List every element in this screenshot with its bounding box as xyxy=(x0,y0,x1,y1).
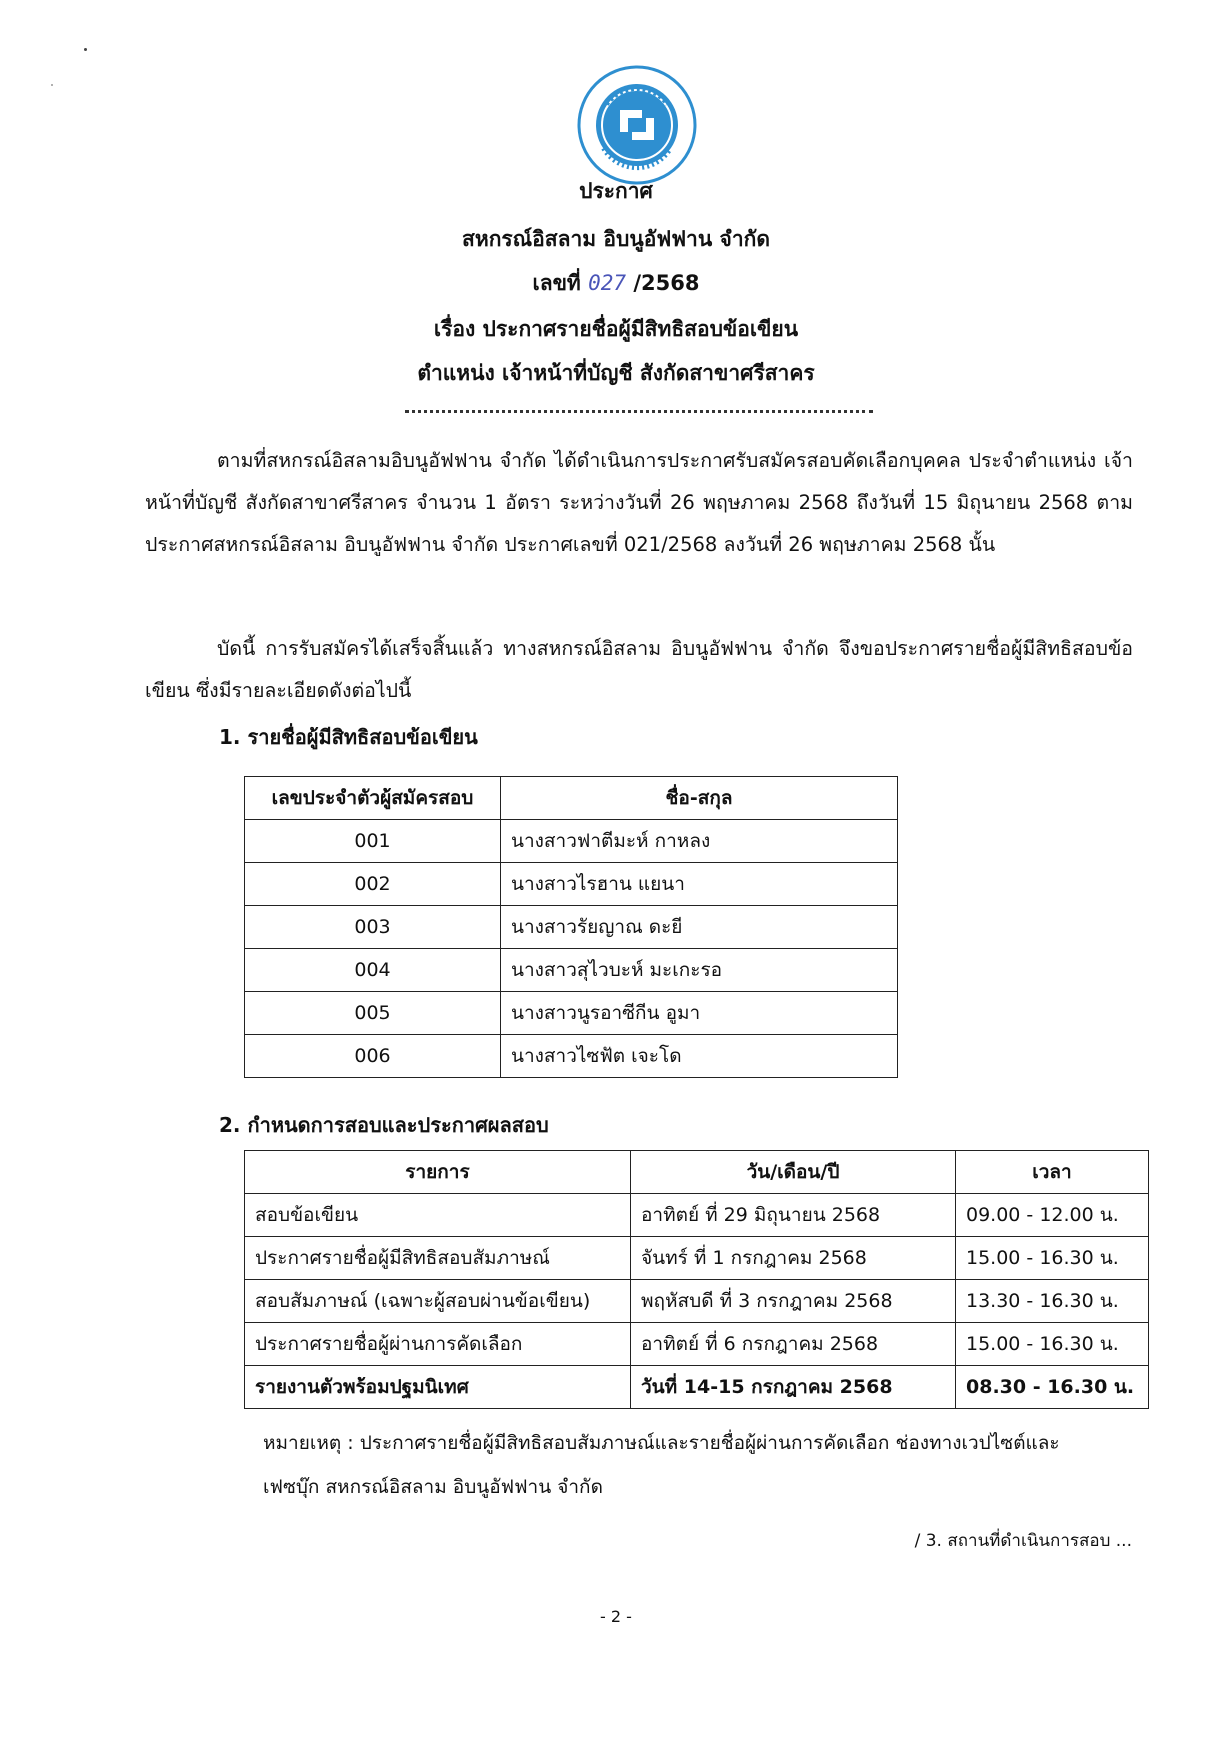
schedule-item: สอบข้อเขียน xyxy=(245,1194,631,1237)
table-row xyxy=(245,906,898,949)
scan-speck xyxy=(84,48,87,51)
number-handwritten: 027 xyxy=(588,271,627,295)
section2-title: 2. กำหนดการสอบและประกาศผลสอบ xyxy=(219,1113,549,1137)
column-header: เวลา xyxy=(956,1151,1149,1194)
table-row xyxy=(245,820,898,863)
schedule-item: สอบสัมภาษณ์ (เฉพาะผู้สอบผ่านข้อเขียน) xyxy=(245,1280,631,1323)
schedule-time: 15.00 - 16.30 น. xyxy=(956,1323,1149,1366)
schedule-date: อาทิตย์ ที่ 29 มิถุนายน 2568 xyxy=(631,1194,956,1237)
schedule-date: วันที่ 14-15 กรกฎาคม 2568 xyxy=(631,1366,956,1409)
table-row xyxy=(245,1237,1149,1280)
notice-paragraph xyxy=(145,628,1133,712)
announcement-heading: ประกาศ xyxy=(579,179,653,203)
page-number: - 2 - xyxy=(600,1607,632,1626)
candidate-name: นางสาวนูรอาซีกีน อูมา xyxy=(501,992,898,1035)
table-row xyxy=(245,1194,1149,1237)
schedule-date: พฤหัสบดี ที่ 3 กรกฎาคม 2568 xyxy=(631,1280,956,1323)
remark-line-2: เฟซบุ๊ก สหกรณ์อิสลาม อิบนูอัฟฟาน จำกัด xyxy=(263,1476,603,1498)
schedule-item: รายงานตัวพร้อมปฐมนิเทศ xyxy=(245,1366,631,1409)
announcement-subject: เรื่อง ประกาศรายชื่อผู้มีสิทธิสอบข้อเขียน xyxy=(433,317,799,341)
candidate-name: นางสาวรัยญาณ ดะยี xyxy=(501,906,898,949)
candidate-id: 001 xyxy=(245,820,501,863)
candidate-name: นางสาวสุไวบะห์ มะเกะรอ xyxy=(501,949,898,992)
table-row xyxy=(245,992,898,1035)
schedule-item: ประกาศรายชื่อผู้ผ่านการคัดเลือก xyxy=(245,1323,631,1366)
number-suffix: /2568 xyxy=(633,271,700,295)
schedule-time: 08.30 - 16.30 น. xyxy=(956,1366,1149,1409)
candidate-id: 006 xyxy=(245,1035,501,1078)
intro-text: ตามที่สหกรณ์อิสลามอิบนูอัฟฟาน จำกัด ได้ดำเนินการประกาศรับสมัครสอบคัดเลือกบุคคล ประจำตำแหน่ง เจ้าหน้าที่บัญชี สังกัดสาขาศรีสาคร จำนวน 1 อัตรา ระหว่างวันที่ 26 พฤษภาคม 2568 ถึงวันที่ 15 มิถุนายน 2568 ตามประกาศสหกรณ์อิสลาม อิบนูอัฟฟาน จำกัด ประกาศเลขที่ 021/2568 ลงวันที่ 26 พฤษภาคม 2568 นั้น xyxy=(145,449,1133,556)
remark-line-1: หมายเหตุ : ประกาศรายชื่อผู้มีสิทธิสอบสัมภาษณ์และรายชื่อผู้ผ่านการคัดเลือก ช่องทางเวปไซต์และ xyxy=(263,1432,1060,1454)
notice-text: บัดนี้ การรับสมัครได้เสร็จสิ้นแล้ว ทางสหกรณ์อิสลาม อิบนูอัฟฟาน จำกัด จึงขอประกาศรายชื่อผู้มีสิทธิสอบข้อเขียน ซึ่งมีรายละเอียดดังต่อไปนี้ xyxy=(145,637,1133,702)
schedule-table xyxy=(244,1150,1149,1409)
table-row xyxy=(245,1366,1149,1409)
candidate-id: 004 xyxy=(245,949,501,992)
candidate-table xyxy=(244,776,898,1078)
table-row xyxy=(245,949,898,992)
column-header: วัน/เดือน/ปี xyxy=(631,1151,956,1194)
schedule-date: อาทิตย์ ที่ 6 กรกฎาคม 2568 xyxy=(631,1323,956,1366)
number-prefix: เลขที่ xyxy=(532,271,581,295)
table-row xyxy=(245,1280,1149,1323)
table-header-row xyxy=(245,1151,1149,1194)
dotted-divider xyxy=(405,410,873,413)
candidate-name: นางสาวไซฟัต เจะโด xyxy=(501,1035,898,1078)
candidate-id: 002 xyxy=(245,863,501,906)
announcement-position: ตำแหน่ง เจ้าหน้าที่บัญชี สังกัดสาขาศรีสาคร xyxy=(417,361,815,385)
candidate-id: 003 xyxy=(245,906,501,949)
table-row xyxy=(245,1035,898,1078)
schedule-time: 15.00 - 16.30 น. xyxy=(956,1237,1149,1280)
schedule-time: 09.00 - 12.00 น. xyxy=(956,1194,1149,1237)
column-header: เลขประจำตัวผู้สมัครสอบ xyxy=(245,777,501,820)
intro-paragraph xyxy=(145,440,1133,566)
table-header-row xyxy=(245,777,898,820)
table-row xyxy=(245,863,898,906)
column-header: ชื่อ-สกุล xyxy=(501,777,898,820)
announcement-number xyxy=(0,268,1232,298)
schedule-date: จันทร์ ที่ 1 กรกฎาคม 2568 xyxy=(631,1237,956,1280)
schedule-item: ประกาศรายชื่อผู้มีสิทธิสอบสัมภาษณ์ xyxy=(245,1237,631,1280)
candidate-id: 005 xyxy=(245,992,501,1035)
continued-marker: / 3. สถานที่ดำเนินการสอบ ... xyxy=(914,1531,1132,1551)
cooperative-logo xyxy=(576,64,698,186)
column-header: รายการ xyxy=(245,1151,631,1194)
scan-speck xyxy=(51,84,53,86)
candidate-name: นางสาวไรฮาน แยนา xyxy=(501,863,898,906)
schedule-time: 13.30 - 16.30 น. xyxy=(956,1280,1149,1323)
candidate-name: นางสาวฟาตีมะห์ กาหลง xyxy=(501,820,898,863)
section1-title: 1. รายชื่อผู้มีสิทธิสอบข้อเขียน xyxy=(219,725,478,749)
organization-name: สหกรณ์อิสลาม อิบนูอัฟฟาน จำกัด xyxy=(462,227,770,251)
table-row xyxy=(245,1323,1149,1366)
